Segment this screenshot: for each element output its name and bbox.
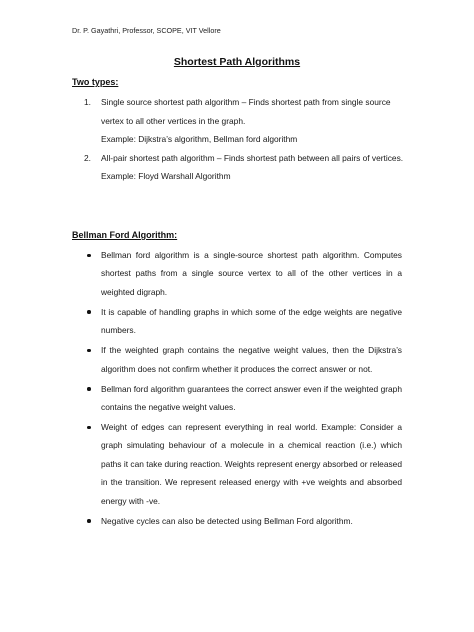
- page-header-author: Dr. P. Gayathri, Professor, SCOPE, VIT Vellore: [72, 26, 221, 35]
- bullet-icon: [87, 387, 91, 391]
- bullet-item: [72, 341, 402, 378]
- bullet-icon: [87, 426, 91, 430]
- bullet-text: Negative cycles can also be detected using Bellman Ford algorithm.: [101, 515, 353, 526]
- list-item-number: 1.: [84, 97, 91, 107]
- bullet-icon: [87, 254, 91, 258]
- bellman-ford-heading: Bellman Ford Algorithm:: [72, 230, 178, 240]
- bullet-text: If the weighted graph contains the negative weight values, then the Dijkstra’s algorithm does not confirm whether it produces the correct answer or not.: [101, 345, 402, 374]
- bullet-text: Bellman ford algorithm is a single-source shortest path algorithm. Computes shortest paths from a single source vertex to all of the other vertices in a weighted digraph.: [101, 250, 402, 297]
- bullet-icon: [87, 310, 91, 314]
- bullet-icon: [87, 519, 91, 523]
- bullet-item: [72, 246, 402, 301]
- bullet-text: Bellman ford algorithm guarantees the correct answer even if the weighted graph contains the negative weight values.: [101, 383, 402, 413]
- list-item-text: All-pair shortest path algorithm – Finds shortest path between all pairs of vertices.: [101, 152, 404, 163]
- two-types-list: [72, 93, 412, 186]
- bullet-item: [72, 418, 402, 510]
- bullet-text: Weight of edges can represent everything in real world. Example: Consider a graph simulating behaviour of a molecule in a chemical reaction (i.e.) which paths it can take during reaction. Weights represent energy absorbed or released in the transition. We represent released energy with +ve weights and absorbed energy with -ve.: [101, 422, 402, 506]
- list-item: [72, 149, 412, 186]
- list-item-example: Example: Floyd Warshall Algorithm: [101, 171, 231, 182]
- bellman-ford-bullet-list: [72, 246, 402, 532]
- bullet-text: It is capable of handling graphs in which some of the edge weights are negative numbers.: [101, 306, 402, 336]
- list-item-number: 2.: [84, 152, 91, 163]
- bullet-item: [72, 303, 402, 340]
- list-item-example: Example: Dijkstra’s algorithm, Bellman ford algorithm: [101, 134, 298, 145]
- bullet-item: [72, 512, 402, 530]
- two-types-heading: Two types:: [72, 77, 119, 87]
- document-title: Shortest Path Algorithms: [173, 56, 301, 68]
- list-item: [72, 93, 412, 149]
- bullet-icon: [87, 349, 91, 353]
- list-item-text: Single source shortest path algorithm – Finds shortest path from single source vertex to all other vertices in the graph.: [101, 97, 391, 126]
- bullet-item: [72, 380, 402, 417]
